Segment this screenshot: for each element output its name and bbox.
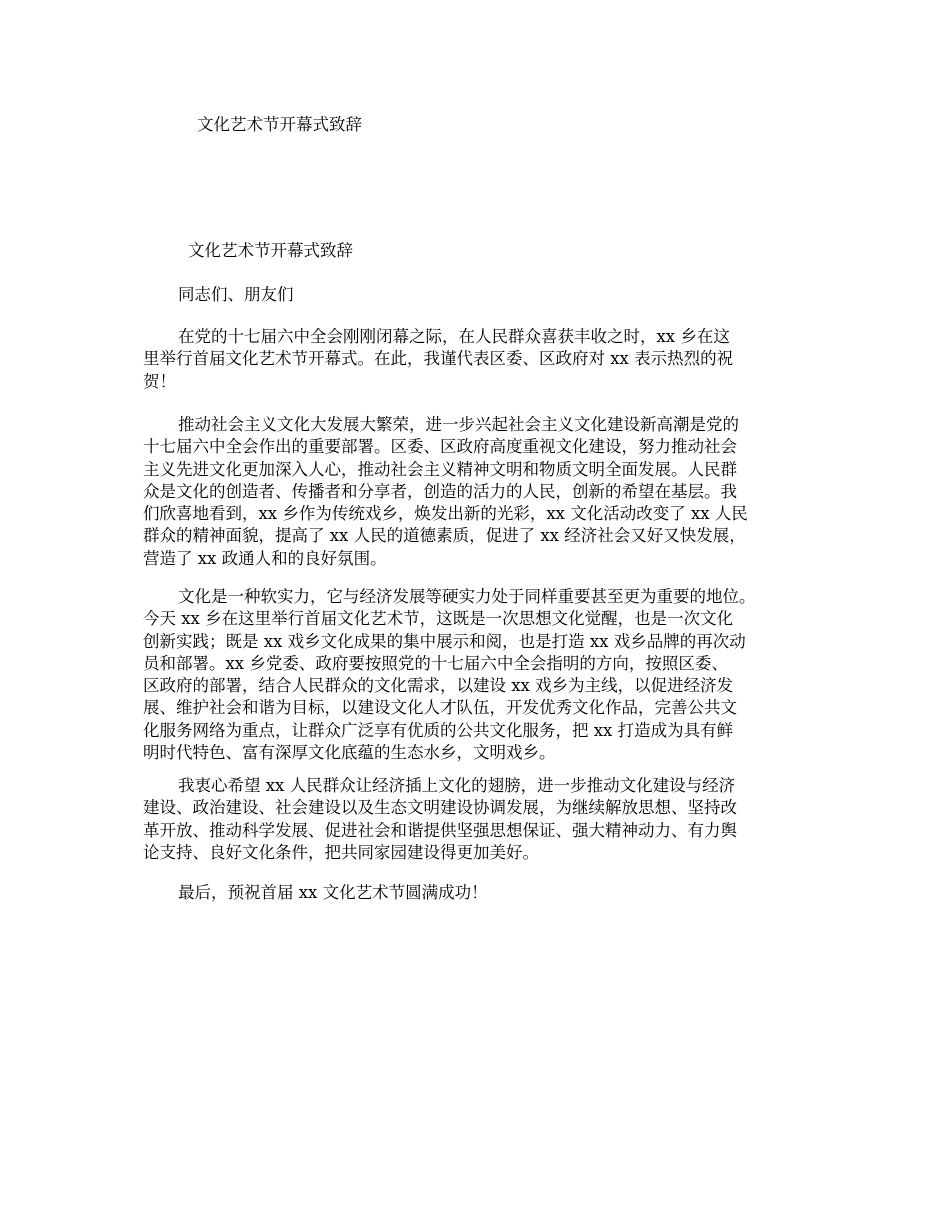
paragraph-line: 员和部署。xx 乡党委、政府要按照党的十七届六中全会指明的方向，按照区委、 (143, 653, 728, 673)
paragraph-line: 革开放、推动科学发展、促进社会和谐提供坚强思想保证、强大精神动力、有力舆 (143, 820, 737, 840)
header-title: 文化艺术节开幕式致辞 (197, 115, 362, 134)
paragraph-line: 化服务网络为重点，让群众广泛享有优质的公共文化服务，把 xx 打造成为具有鲜 (143, 720, 734, 740)
paragraph-line: 展、维护社会和谐为目标，以建设文化人才队伍，开发优秀文化作品，完善公共文 (143, 698, 737, 718)
paragraph-line: 贺！ (143, 371, 176, 391)
paragraph-line: 主义先进文化更加深入人心，推动社会主义精神文明和物质文明全面发展。人民群 (143, 459, 737, 479)
paragraph-5 (143, 882, 823, 904)
paragraph-line: 创新实践；既是 xx 戏乡文化成果的集中展示和阅，也是打造 xx 戏乡品牌的再次动 (143, 631, 746, 651)
paragraph-line: 建设、政治建设、社会建设以及生态文明建设协调发展，为继续解放思想、坚持改 (143, 798, 737, 818)
document-title: 文化艺术节开幕式致辞 (188, 241, 353, 260)
greeting: 同志们、朋友们 (178, 285, 294, 304)
paragraph-line: 群众的精神面貌，提高了 xx 人民的道德素质，促进了 xx 经济社会又好又快发展， (143, 526, 746, 546)
paragraph-line: 今天 xx 乡在这里举行首届文化艺术节，这既是一次思想文化觉醒，也是一次文化 (143, 609, 734, 629)
paragraph-line: 在党的十七届六中全会刚刚闭幕之际，在人民群众喜获丰收之时，xx 乡在这 (178, 327, 730, 346)
paragraph-line: 们欣喜地看到，xx 乡作为传统戏乡，焕发出新的光彩，xx 文化活动改变了 xx 人民 (143, 504, 748, 524)
paragraph-line: 最后，预祝首届 xx 文化艺术节圆满成功！ (178, 883, 488, 902)
paragraph-line: 区政府的部署，结合人民群众的文化需求，以建设 xx 戏乡为主线，以促进经济发 (143, 676, 734, 696)
paragraph-1 (143, 326, 823, 393)
paragraph-line: 我衷心希望 xx 人民群众让经济插上文化的翅膀，进一步推动文化建设与经济 (178, 776, 736, 795)
paragraph-line: 里举行首届文化艺术节开幕式。在此，我谨代表区委、区政府对 xx 表示热烈的祝 (143, 349, 734, 369)
paragraph-3 (143, 586, 823, 764)
paragraph-line: 明时代特色、富有深厚文化底蕴的生态水乡，文明戏乡。 (143, 743, 556, 763)
paragraph-line: 十七届六中全会作出的重要部署。区委、区政府高度重视文化建设，努力推动社会 (143, 437, 737, 457)
paragraph-line: 论支持、良好文化条件，把共同家园建设得更加美好。 (143, 842, 539, 862)
paragraph-line: 众是文化的创造者、传播者和分享者，创造的活力的人民，创新的希望在基层。我 (143, 481, 737, 501)
paragraph-line: 文化是一种软实力，它与经济发展等硬实力处于同样重要甚至更为重要的地位。 (178, 587, 756, 606)
paragraph-2 (143, 414, 823, 570)
paragraph-4 (143, 775, 823, 864)
paragraph-line: 推动社会主义文化大发展大繁荣，进一步兴起社会主义文化建设新高潮是党的 (178, 415, 739, 434)
paragraph-line: 营造了 xx 政通人和的良好氛围。 (143, 548, 387, 568)
